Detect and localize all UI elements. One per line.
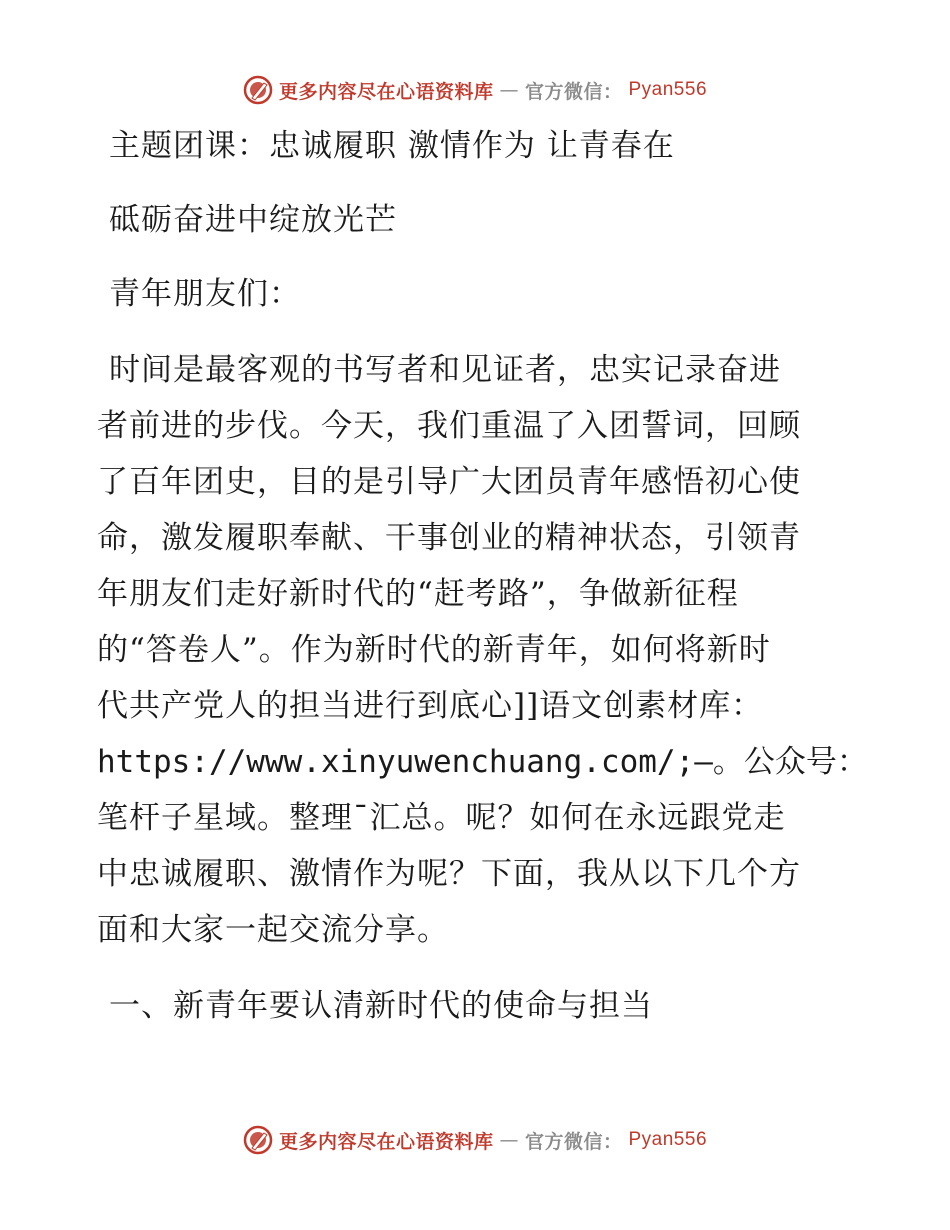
pen-logo-icon [243,75,273,105]
paragraph-line: 中忠诚履职、激情作为呢？下面，我从以下几个方 [97,856,801,892]
watermark-wechat-label: 官方微信： [524,80,623,103]
watermark-text: 更多内容尽在心语资料库 [278,80,494,103]
title-line-1: 主题团课：忠诚履职 激情作为 让青春在 [109,128,675,164]
watermark-wechat-id: Pyan556 [628,1129,708,1150]
paragraph-line: 笔杆子星域。整理¯汇总。呢？如何在永远跟党走 [97,800,786,836]
document-body [97,118,868,1034]
watermark-wechat-label: 官方微信： [524,1130,623,1153]
paragraph-line: 代共产党人的担当进行到底心]]语文创素材库： [97,688,764,724]
paragraph-line: 命，激发履职奉献、干事创业的精神状态，引领青 [97,520,801,556]
paragraph-line: 了百年团史，目的是引导广大团员青年感悟初心使 [97,464,801,500]
paragraph-line-url: https://www.xinyuwenchuang.com/;—。公众号： [97,744,868,780]
footer-watermark [0,1120,950,1160]
paragraph-line: 时间是最客观的书写者和见证者，忠实记录奋进 [109,352,781,388]
watermark-dash: — [499,79,519,101]
watermark-text: 更多内容尽在心语资料库 [278,1130,494,1153]
paragraph-line: 年朋友们走好新时代的“赶考路”，争做新征程 [97,576,739,612]
watermark-dash: — [499,1129,519,1151]
title-line-2: 砥砺奋进中绽放光芒 [109,202,397,238]
watermark-wechat-id: Pyan556 [628,79,708,100]
paragraph-line: 的“答卷人”。作为新时代的新青年，如何将新时 [97,632,771,668]
paragraph-1 [97,342,868,958]
greeting: 青年朋友们： [109,276,301,312]
header-watermark [0,70,950,110]
section-heading-1: 一、新青年要认清新时代的使命与担当 [109,988,653,1024]
paragraph-line: 面和大家一起交流分享。 [97,912,449,948]
paragraph-line: 者前进的步伐。今天，我们重温了入团誓词，回顾 [97,408,801,444]
pen-logo-icon [243,1125,273,1155]
